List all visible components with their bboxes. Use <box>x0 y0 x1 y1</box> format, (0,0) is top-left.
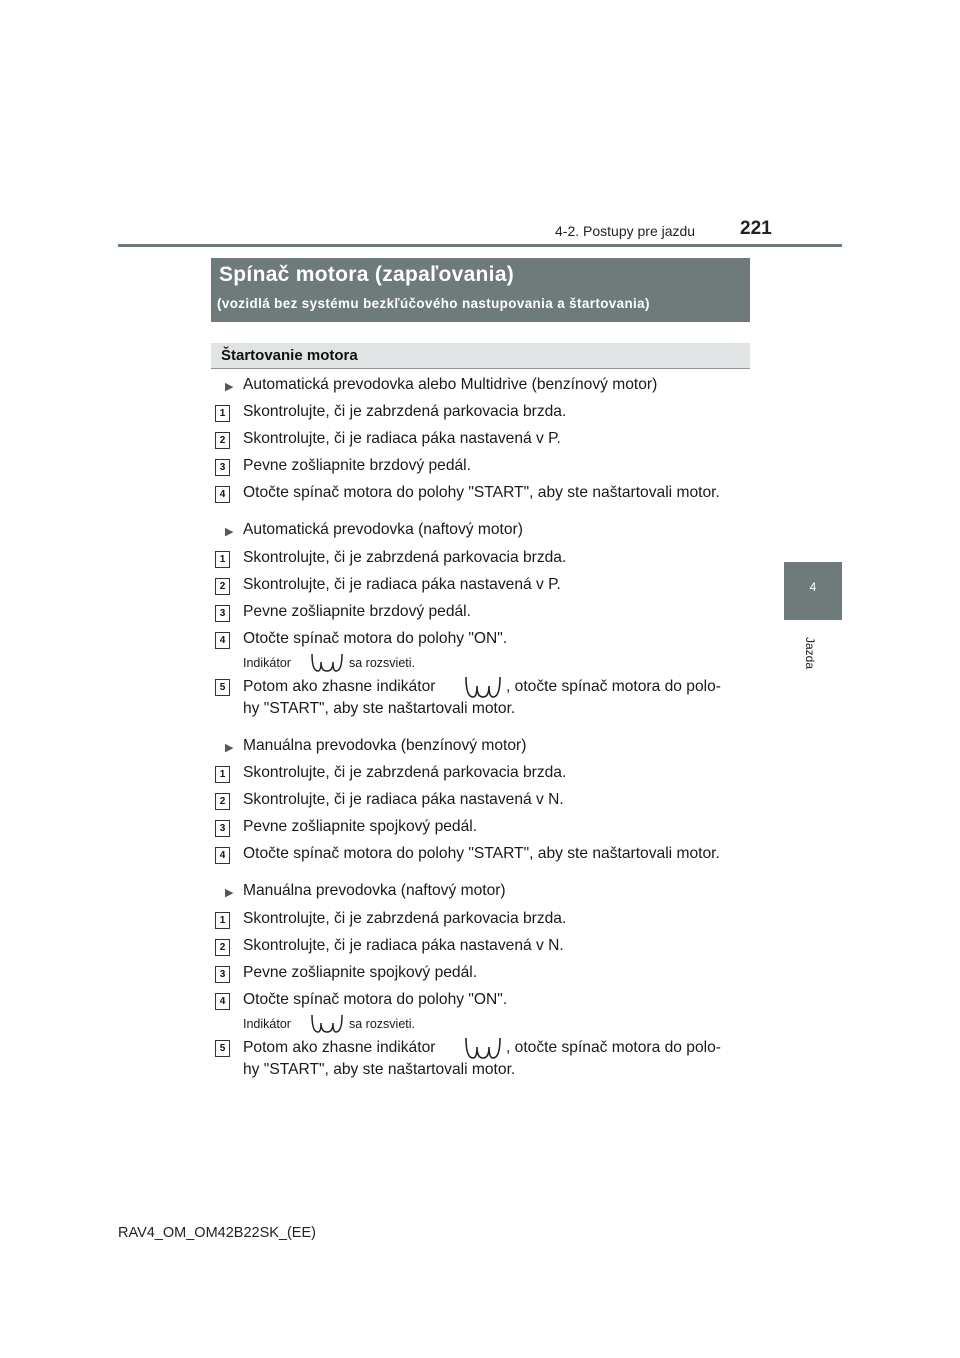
step-number: 1 <box>215 405 230 422</box>
step-text: Pevne zošliapnite spojkový pedál. <box>243 964 478 981</box>
step-number: 1 <box>215 766 230 783</box>
chapter-tab[interactable] <box>784 562 842 620</box>
step-text-continued: hy "START", aby ste naštartovali motor. <box>243 700 516 717</box>
step-number: 3 <box>215 605 230 622</box>
note-text-after: sa rozsvieti. <box>349 656 415 670</box>
chapter-number: 4 <box>809 580 817 594</box>
step-number: 2 <box>215 578 230 595</box>
step-number: 2 <box>215 793 230 810</box>
step-text: Skontrolujte, či je radiaca páka nastavená v P. <box>243 430 561 447</box>
step-number: 1 <box>215 551 230 568</box>
glow-plug-indicator-icon <box>309 1012 345 1034</box>
step-text: Skontrolujte, či je zabrzdená parkovacia brzda. <box>243 549 567 566</box>
step-text: Skontrolujte, či je zabrzdená parkovacia brzda. <box>243 764 567 781</box>
page-title-box <box>211 258 750 322</box>
step-number: 2 <box>215 939 230 956</box>
group-heading: Automatická prevodovka (naftový motor) <box>243 521 523 538</box>
step-text-part: Potom ako zhasne indikátor <box>243 1039 436 1056</box>
note-text-before: Indikátor <box>243 656 291 670</box>
header-rule <box>118 244 842 247</box>
page-subtitle: (vozidlá bez systému bezkľúčového nastupovania a štartovania) <box>217 296 650 311</box>
triangle-bullet-icon: ▶ <box>225 381 234 393</box>
step-text-continued: hy "START", aby ste naštartovali motor. <box>243 1061 516 1078</box>
step-text-part: , otočte spínač motora do polo- <box>506 1039 721 1056</box>
step-number: 3 <box>215 966 230 983</box>
step-text-part: , otočte spínač motora do polo- <box>506 678 721 695</box>
step-text: Skontrolujte, či je zabrzdená parkovacia brzda. <box>243 910 567 927</box>
group-heading: Manuálna prevodovka (naftový motor) <box>243 882 506 899</box>
glow-plug-indicator-icon <box>462 674 504 700</box>
step-number: 2 <box>215 432 230 449</box>
triangle-bullet-icon: ▶ <box>225 887 234 899</box>
step-number: 4 <box>215 486 230 503</box>
document-code-footer: RAV4_OM_OM42B22SK_(EE) <box>118 1225 316 1241</box>
step-number: 5 <box>215 679 230 696</box>
group-heading: Manuálna prevodovka (benzínový motor) <box>243 737 527 754</box>
step-text: Pevne zošliapnite spojkový pedál. <box>243 818 478 835</box>
step-number: 4 <box>215 993 230 1010</box>
step-text: Pevne zošliapnite brzdový pedál. <box>243 603 471 620</box>
glow-plug-indicator-icon <box>462 1035 504 1061</box>
step-text: Otočte spínač motora do polohy "START", aby ste naštartovali motor. <box>243 845 720 862</box>
step-number: 3 <box>215 459 230 476</box>
page-number: 221 <box>740 218 772 239</box>
triangle-bullet-icon: ▶ <box>225 526 234 538</box>
note-text-before: Indikátor <box>243 1017 291 1031</box>
step-number: 5 <box>215 1040 230 1057</box>
triangle-bullet-icon: ▶ <box>225 742 234 754</box>
note-text-after: sa rozsvieti. <box>349 1017 415 1031</box>
running-header-section: 4-2. Postupy pre jazdu <box>555 223 696 239</box>
step-text: Otočte spínač motora do polohy "ON". <box>243 630 508 647</box>
step-text: Pevne zošliapnite brzdový pedál. <box>243 457 471 474</box>
step-number: 3 <box>215 820 230 837</box>
step-text-part: Potom ako zhasne indikátor <box>243 678 436 695</box>
step-number: 4 <box>215 632 230 649</box>
step-number: 4 <box>215 847 230 864</box>
step-text: Skontrolujte, či je radiaca páka nastavená v N. <box>243 791 564 808</box>
chapter-label: Jazda <box>803 636 818 670</box>
step-text: Skontrolujte, či je radiaca páka nastavená v N. <box>243 937 564 954</box>
step-text: Otočte spínač motora do polohy "ON". <box>243 991 508 1008</box>
step-text: Otočte spínač motora do polohy "START", aby ste naštartovali motor. <box>243 484 720 501</box>
step-text: Skontrolujte, či je zabrzdená parkovacia brzda. <box>243 403 567 420</box>
section-heading: Štartovanie motora <box>211 343 750 369</box>
page-title: Spínač motora (zapaľovania) <box>219 263 515 286</box>
step-text: Skontrolujte, či je radiaca páka nastavená v P. <box>243 576 561 593</box>
step-number: 1 <box>215 912 230 929</box>
glow-plug-indicator-icon <box>309 651 345 673</box>
group-heading: Automatická prevodovka alebo Multidrive (benzínový motor) <box>243 376 658 393</box>
